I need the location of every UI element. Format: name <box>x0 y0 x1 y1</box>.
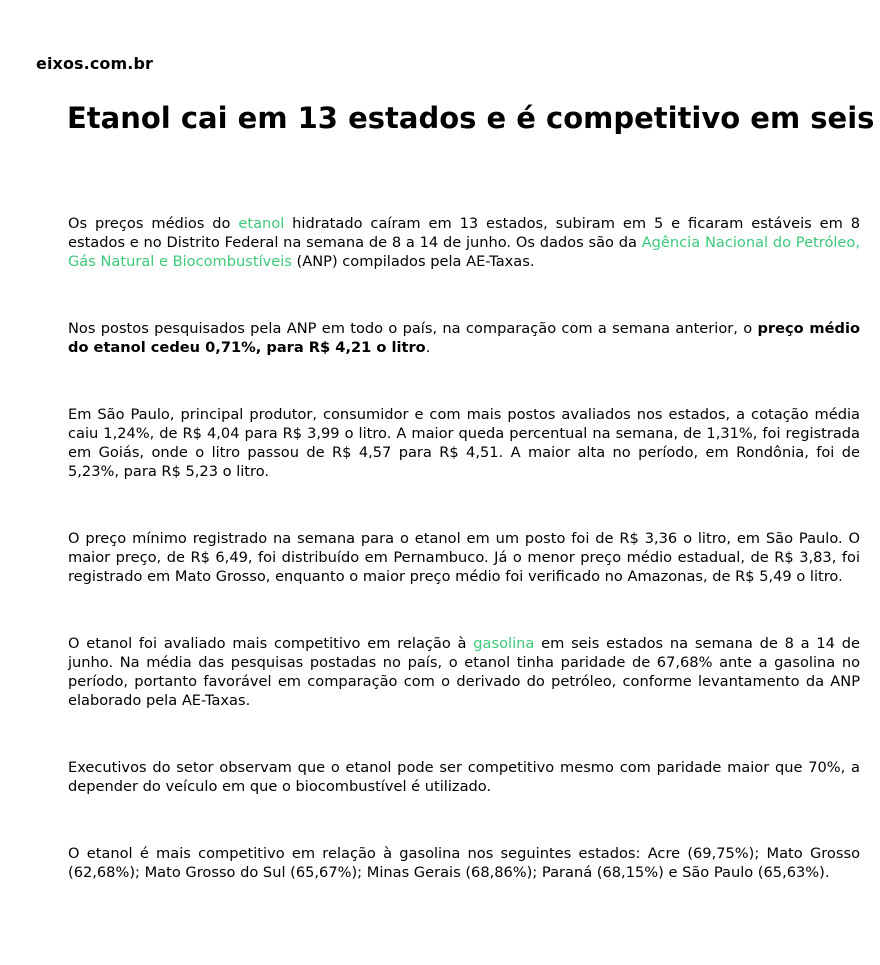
paragraph-1-text-a: Os preços médios do <box>68 215 239 232</box>
article-headline: Etanol cai em 13 estados e é competitivo em seis <box>67 101 875 135</box>
paragraph-2-text-b: . <box>425 339 431 356</box>
paragraph-6: Executivos do setor observam que o etanol pode ser competitivo mesmo com paridade maior que 70%, a depender do veículo em que o biocombustível é utilizado. <box>68 759 860 795</box>
site-name: eixos.com.br <box>36 54 154 73</box>
paragraph-2-text-a: Nos postos pesquisados pela ANP em todo o país, na comparação com a semana anterior, o <box>68 320 758 337</box>
link-etanol[interactable]: etanol <box>238 215 285 232</box>
paragraph-1 <box>68 214 860 271</box>
paragraph-2 <box>68 319 860 357</box>
paragraph-7: O etanol é mais competitivo em relação à gasolina nos seguintes estados: Acre (69,75%); Mato Grosso (62,68%); Mato Grosso do Sul (65,67%); Minas Gerais (68,86%); Paraná (68,15%) e São Paulo (65,63%). <box>68 845 860 881</box>
paragraph-2-highlight: preço médio do etanol cedeu 0,71%, para R$ 4,21 o litro <box>68 320 860 356</box>
paragraph-5-text-a: O etanol foi avaliado mais competitivo em relação à <box>68 635 474 652</box>
link-anp[interactable]: Agência Nacional do Petróleo, Gás Natural e Biocombustíveis <box>68 234 860 270</box>
paragraph-1-text-c: (ANP) compilados pela AE-Taxas. <box>291 253 535 270</box>
paragraph-4: O preço mínimo registrado na semana para o etanol em um posto foi de R$ 3,36 o litro, em São Paulo. O maior preço, de R$ 6,49, foi distribuído em Pernambuco. Já o menor preço médio estadual, de R$ 3,83, foi registrado em Mato Grosso, enquanto o maior preço médio foi verificado no Amazonas, de R$ 5,49 o litro. <box>68 530 860 585</box>
link-gasolina[interactable]: gasolina <box>473 635 535 652</box>
paragraph-1-text-b: hidratado caíram em 13 estados, subiram em 5 e ficaram estáveis em 8 estados e no Distrito Federal na semana de 8 a 14 de junho. Os dados são da <box>68 215 860 251</box>
paragraph-5 <box>68 634 860 710</box>
paragraph-3: Em São Paulo, principal produtor, consumidor e com mais postos avaliados nos estados, a cotação média caiu 1,24%, de R$ 4,04 para R$ 3,99 o litro. A maior queda percentual na semana, de 1,31%, foi registrada em Goiás, onde o litro passou de R$ 4,57 para R$ 4,51. A maior alta no período, em Rondônia, foi de 5,23%, para R$ 5,23 o litro. <box>68 406 860 480</box>
paragraph-5-text-b: em seis estados na semana de 8 a 14 de junho. Na média das pesquisas postadas no país, o etanol tinha paridade de 67,68% ante a gasolina no período, portanto favorável em comparação com o derivado do petróleo, conforme levantamento da ANP elaborado pela AE-Taxas. <box>68 635 860 709</box>
